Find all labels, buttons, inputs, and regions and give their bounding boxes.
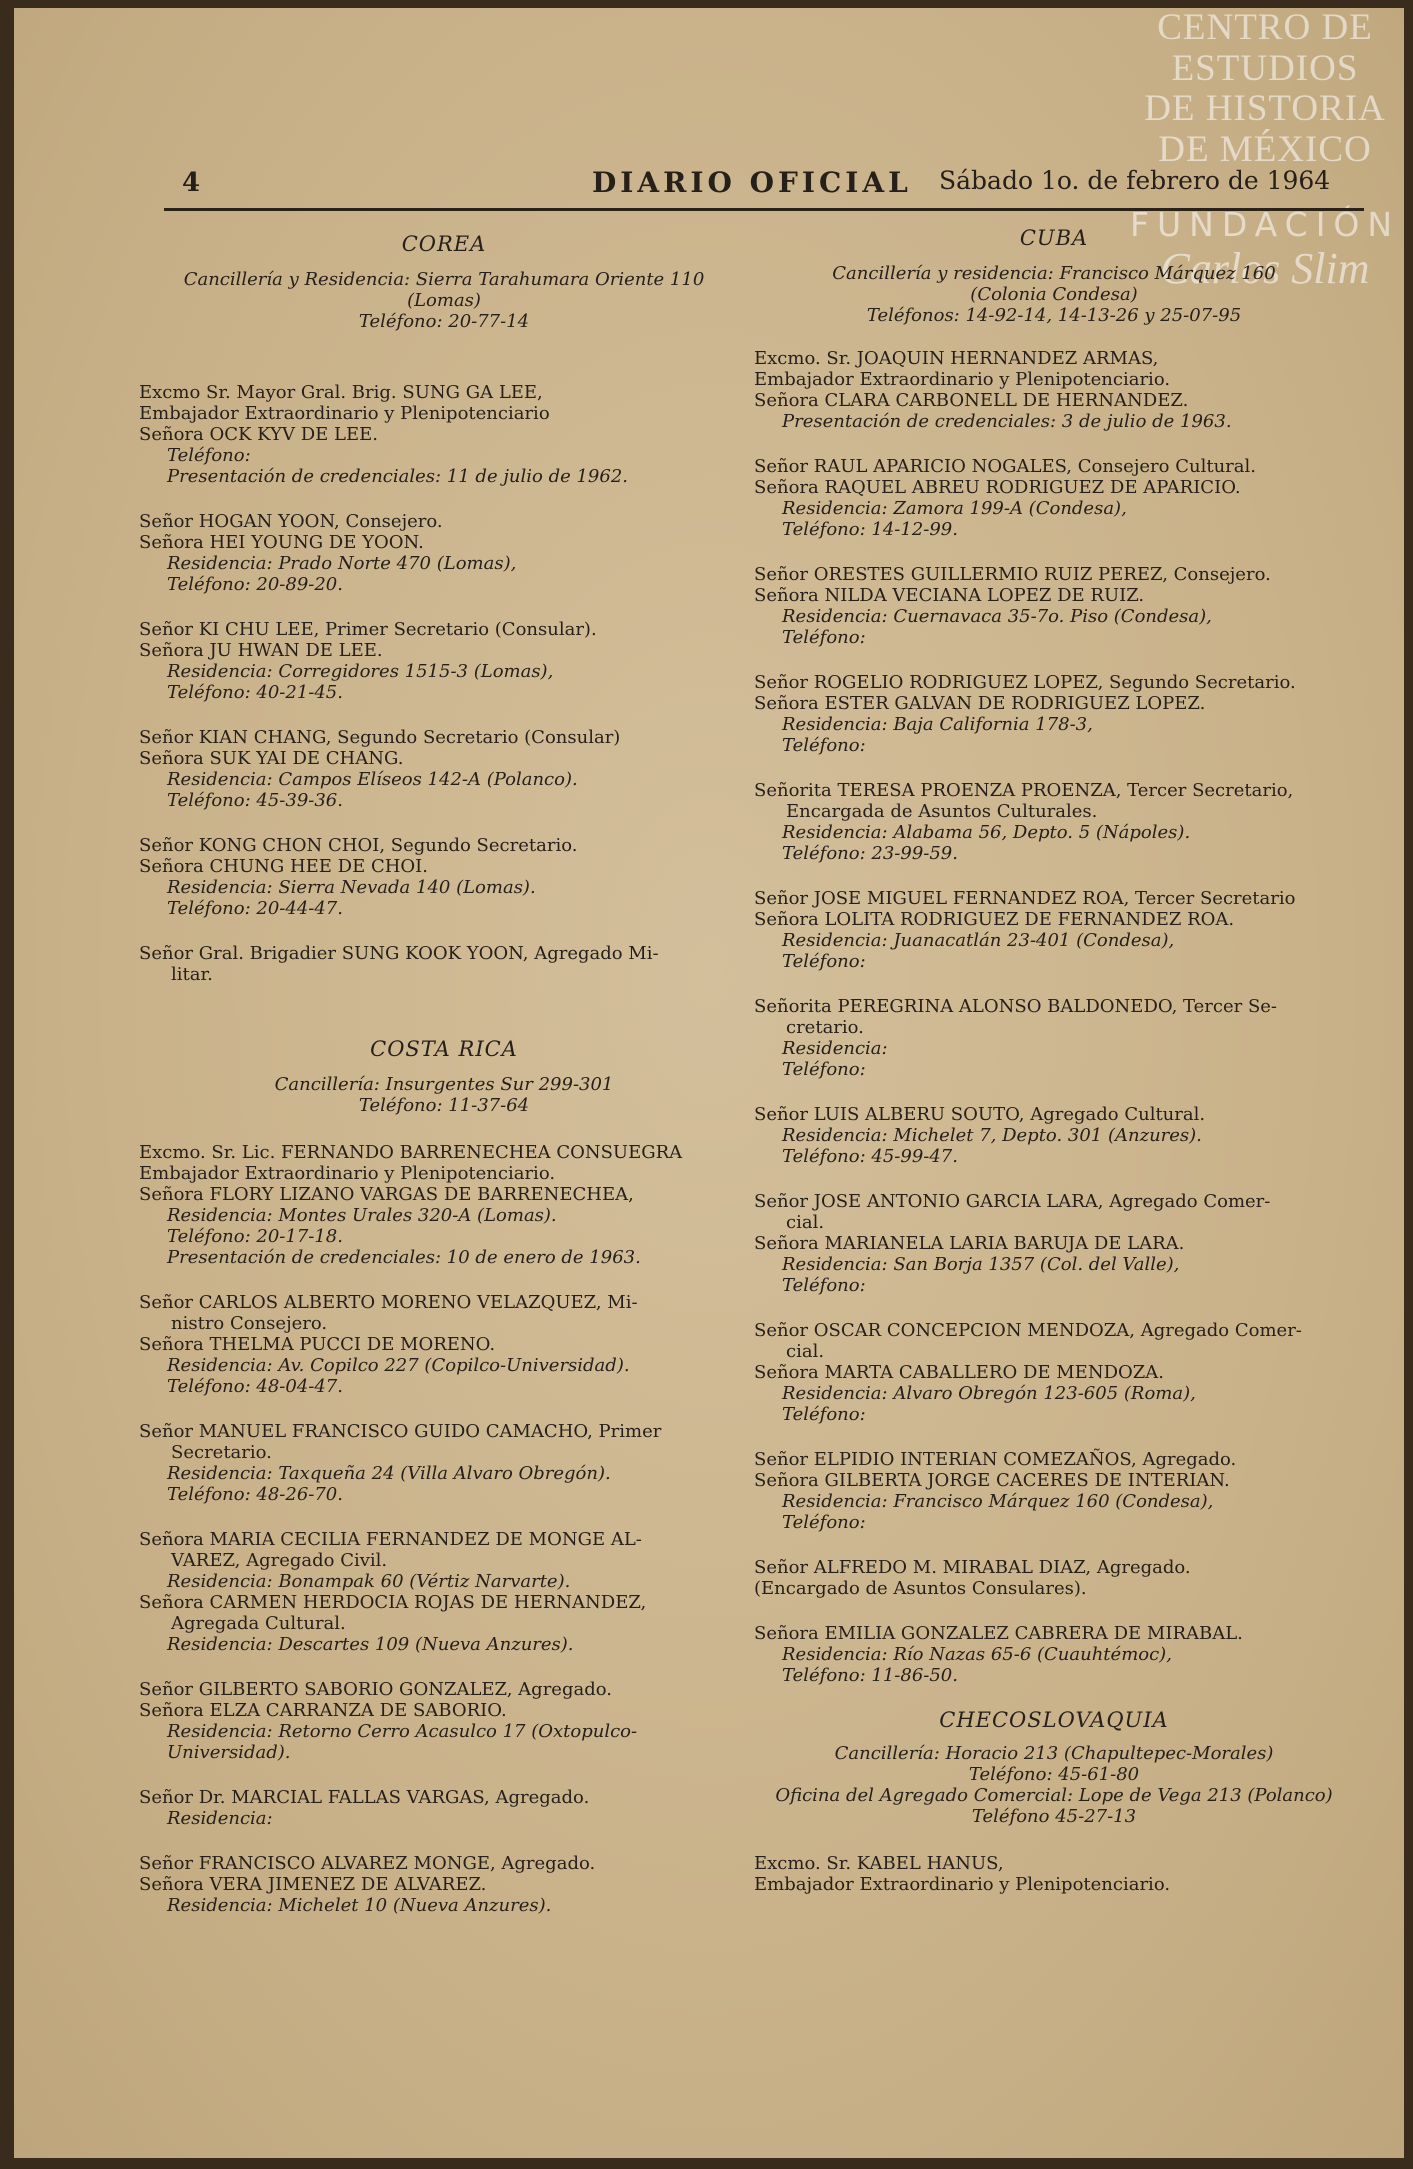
entry-detail: Presentación de credenciales: 3 de julio de 1963. xyxy=(782,411,1232,432)
address-line: (Lomas) xyxy=(407,290,481,311)
entry-continuation: VAREZ, Agregado Civil. xyxy=(171,1550,388,1571)
entry-line: Señor LUIS ALBERU SOUTO, Agregado Cultural. xyxy=(754,1104,1206,1125)
entry-line: Señora CLARA CARBONELL DE HERNANDEZ. xyxy=(754,390,1189,411)
entry-line: Señora RAQUEL ABREU RODRIGUEZ DE APARICIO. xyxy=(754,477,1241,498)
diplomat-entry xyxy=(139,1529,749,1655)
diplomat-entry xyxy=(754,1104,1354,1167)
country-heading: COREA xyxy=(401,232,487,256)
diplomat-entry xyxy=(139,943,749,985)
entry-line: Señor GILBERTO SABORIO GONZALEZ, Agregado. xyxy=(139,1679,612,1700)
chancery-address xyxy=(754,1743,1354,1827)
diplomat-entry xyxy=(139,835,749,919)
entry-line: Señor JOSE ANTONIO GARCIA LARA, Agregado Comer- xyxy=(754,1191,1271,1212)
entry-line: Señor Gral. Brigadier SUNG KOOK YOON, Agregado Mi- xyxy=(139,943,659,964)
diplomat-entry xyxy=(139,382,749,487)
entry-continuation: cial. xyxy=(786,1341,825,1362)
entry-detail: Teléfono: xyxy=(782,627,866,648)
right-column xyxy=(754,228,1354,1919)
diplomat-entry xyxy=(754,672,1354,756)
entry-line: Señorita PEREGRINA ALONSO BALDONEDO, Tercer Se- xyxy=(754,996,1278,1017)
country-heading: CUBA xyxy=(1019,226,1089,250)
entry-detail: Teléfono: 48-04-47. xyxy=(167,1376,343,1397)
watermark-fundacion: FUNDACIÓN xyxy=(1130,204,1401,244)
entry-line: Señor JOSE MIGUEL FERNANDEZ ROA, Tercer Secretario xyxy=(754,888,1296,909)
chancery-address xyxy=(139,269,749,332)
entry-detail: Residencia: Corregidores 1515-3 (Lomas), xyxy=(167,661,554,682)
diplomat-entry xyxy=(139,619,749,703)
entry-line: Señora VERA JIMENEZ DE ALVAREZ. xyxy=(139,1874,487,1895)
entry-detail: Teléfono: xyxy=(782,1059,866,1080)
diplomat-entry xyxy=(754,780,1354,864)
entry-detail: Residencia: Bonampak 60 (Vértiz Narvarte). xyxy=(167,1571,571,1592)
entry-continuation: cial. xyxy=(786,1212,825,1233)
entry-line: Señora CHUNG HEE DE CHOI. xyxy=(139,856,429,877)
entry-continuation: nistro Consejero. xyxy=(171,1313,328,1334)
address-line: Teléfono: 20-77-14 xyxy=(358,311,530,332)
entry-detail: Teléfono: 45-39-36. xyxy=(167,790,343,811)
address-line: Oficina del Agregado Comercial: Lope de Vega 213 (Polanco) xyxy=(775,1785,1333,1806)
entry-detail: Teléfono: xyxy=(782,735,866,756)
newspaper-name: DIARIO OFICIAL xyxy=(592,166,912,199)
entry-detail: Residencia: Zamora 199-A (Condesa), xyxy=(782,498,1127,519)
entry-continuation: litar. xyxy=(171,964,213,985)
address-line: Teléfonos: 14-92-14, 14-13-26 y 25-07-95 xyxy=(866,305,1242,326)
entry-line: Señor KONG CHON CHOI, Segundo Secretario. xyxy=(139,835,578,856)
entry-detail: Residencia: Baja California 178-3, xyxy=(782,714,1093,735)
watermark-line: CENTRO DE xyxy=(1157,8,1373,48)
entry-detail: Teléfono: xyxy=(782,951,866,972)
section-costa-rica xyxy=(139,1039,749,1916)
entry-detail: Teléfono: xyxy=(782,1275,866,1296)
diplomat-entry xyxy=(139,1787,749,1829)
entry-detail: Residencia: Sierra Nevada 140 (Lomas). xyxy=(167,877,536,898)
entry-detail: Teléfono: xyxy=(167,445,251,466)
diplomat-entry xyxy=(754,456,1354,540)
address-line: Teléfono 45-27-13 xyxy=(971,1806,1137,1827)
entry-line: Embajador Extraordinario y Plenipotenciario. xyxy=(139,1163,556,1184)
entry-line: Señor MANUEL FRANCISCO GUIDO CAMACHO, Primer xyxy=(139,1421,662,1442)
diplomat-entry xyxy=(754,1449,1354,1533)
entry-detail: Residencia: Francisco Márquez 160 (Condesa), xyxy=(782,1491,1214,1512)
entry-line: Excmo. Sr. JOAQUIN HERNANDEZ ARMAS, xyxy=(754,348,1159,369)
entry-detail: Residencia: Michelet 7, Depto. 301 (Anzures). xyxy=(782,1125,1202,1146)
entry-line: Señor FRANCISCO ALVAREZ MONGE, Agregado. xyxy=(139,1853,596,1874)
entry-detail: Residencia: Montes Urales 320-A (Lomas). xyxy=(167,1205,557,1226)
diplomat-entry xyxy=(754,996,1354,1080)
entry-detail: Teléfono: 20-44-47. xyxy=(167,898,343,919)
diplomat-entry xyxy=(139,1679,749,1763)
address-line: Cancillería y residencia: Francisco Márquez 160 xyxy=(832,263,1276,284)
entry-line: Señor ALFREDO M. MIRABAL DIAZ, Agregado. xyxy=(754,1557,1191,1578)
entry-line: Señora MARIANELA LARIA BARUJA DE LARA. xyxy=(754,1233,1185,1254)
entry-detail: Residencia: Descartes 109 (Nueva Anzures). xyxy=(167,1634,574,1655)
address-line: (Colonia Condesa) xyxy=(970,284,1138,305)
entry-line: Señora CARMEN HERDOCIA ROJAS DE HERNANDEZ, xyxy=(139,1592,647,1613)
watermark-signature: Carlos Slim xyxy=(1160,244,1370,294)
entry-detail: Teléfono: 14-12-99. xyxy=(782,519,958,540)
entry-continuation: Agregada Cultural. xyxy=(171,1613,346,1634)
entry-line: Señor Dr. MARCIAL FALLAS VARGAS, Agregado. xyxy=(139,1787,590,1808)
diplomat-entry xyxy=(754,1623,1354,1686)
entry-line: Señora LOLITA RODRIGUEZ DE FERNANDEZ ROA. xyxy=(754,909,1235,930)
entry-detail: Teléfono: 40-21-45. xyxy=(167,682,343,703)
diplomat-entry xyxy=(139,511,749,595)
entry-line: Excmo Sr. Mayor Gral. Brig. SUNG GA LEE, xyxy=(139,382,543,403)
entry-detail: Residencia: Prado Norte 470 (Lomas), xyxy=(167,553,517,574)
entry-detail: Teléfono: 11-86-50. xyxy=(782,1665,958,1686)
entry-line: Señora OCK KYV DE LEE. xyxy=(139,424,378,445)
entry-detail: Residencia: Río Nazas 65-6 (Cuauhtémoc), xyxy=(782,1644,1172,1665)
entry-detail: Teléfono: 48-26-70. xyxy=(167,1484,343,1505)
entry-line: Señor ORESTES GUILLERMIO RUIZ PEREZ, Consejero. xyxy=(754,564,1271,585)
entry-detail: Teléfono: 20-89-20. xyxy=(167,574,343,595)
address-line: Cancillería: Insurgentes Sur 299-301 xyxy=(274,1074,614,1095)
entry-line: Señor RAUL APARICIO NOGALES, Consejero Cultural. xyxy=(754,456,1256,477)
entry-detail: Presentación de credenciales: 10 de enero de 1963. xyxy=(167,1247,641,1268)
entry-line: Señora EMILIA GONZALEZ CABRERA DE MIRABAL. xyxy=(754,1623,1243,1644)
entry-detail: Residencia: Alvaro Obregón 123-605 (Roma), xyxy=(782,1383,1196,1404)
entry-detail: Residencia: Michelet 10 (Nueva Anzures). xyxy=(167,1895,552,1916)
entry-detail: Residencia: xyxy=(782,1038,888,1059)
entry-detail: Residencia: Av. Copilco 227 (Copilco-Universidad). xyxy=(167,1355,630,1376)
entry-detail: Residencia: Taxqueña 24 (Villa Alvaro Obregón). xyxy=(167,1463,611,1484)
entry-line: Señor CARLOS ALBERTO MORENO VELAZQUEZ, Mi- xyxy=(139,1292,638,1313)
country-heading: CHECOSLOVAQUIA xyxy=(939,1708,1169,1732)
entry-line: Señora ELZA CARRANZA DE SABORIO. xyxy=(139,1700,507,1721)
address-line: Cancillería y Residencia: Sierra Tarahumara Oriente 110 xyxy=(183,269,705,290)
entry-detail: Presentación de credenciales: 11 de julio de 1962. xyxy=(167,466,629,487)
watermark-line: ESTUDIOS xyxy=(1171,47,1359,89)
entry-detail: Teléfono: 23-99-59. xyxy=(782,843,958,864)
entry-line: Señora ESTER GALVAN DE RODRIGUEZ LOPEZ. xyxy=(754,693,1206,714)
entry-line: Señora MARTA CABALLERO DE MENDOZA. xyxy=(754,1362,1164,1383)
entry-line: Señor ROGELIO RODRIGUEZ LOPEZ, Segundo Secretario. xyxy=(754,672,1296,693)
watermark-line: DE MÉXICO xyxy=(1158,129,1372,171)
diplomat-entry xyxy=(139,727,749,811)
issue-date: Sábado 1o. de febrero de 1964 xyxy=(939,166,1331,195)
entry-continuation: Secretario. xyxy=(171,1442,272,1463)
section-cuba xyxy=(754,228,1354,1686)
entry-line: Excmo. Sr. KABEL HANUS, xyxy=(754,1853,1004,1874)
left-column xyxy=(139,228,749,1940)
entry-detail: Residencia: Retorno Cerro Acasulco 17 (Oxtopulco- xyxy=(167,1721,638,1742)
diplomat-entry xyxy=(754,888,1354,972)
entry-line: Señora HEI YOUNG DE YOON. xyxy=(139,532,424,553)
entry-line: Señor KIAN CHANG, Segundo Secretario (Consular) xyxy=(139,727,621,748)
entry-detail: Residencia: San Borja 1357 (Col. del Valle), xyxy=(782,1254,1180,1275)
entry-line: Señora FLORY LIZANO VARGAS DE BARRENECHEA, xyxy=(139,1184,634,1205)
diplomat-entry xyxy=(139,1853,749,1916)
entry-line: Señora GILBERTA JORGE CACERES DE INTERIAN. xyxy=(754,1470,1230,1491)
entry-line: Embajador Extraordinario y Plenipotenciario. xyxy=(754,369,1171,390)
entry-line: Señor HOGAN YOON, Consejero. xyxy=(139,511,443,532)
entry-line: Señora MARIA CECILIA FERNANDEZ DE MONGE AL- xyxy=(139,1529,642,1550)
page-header xyxy=(164,160,1364,211)
entry-line: Señor OSCAR CONCEPCION MENDOZA, Agregado Comer- xyxy=(754,1320,1302,1341)
address-line: Cancillería: Horacio 213 (Chapultepec-Morales) xyxy=(834,1743,1274,1764)
chancery-address xyxy=(139,1074,749,1116)
entry-line: Señora JU HWAN DE LEE. xyxy=(139,640,383,661)
entry-detail: Teléfono: xyxy=(782,1404,866,1425)
diplomat-entry xyxy=(754,1191,1354,1296)
entry-line: Señora NILDA VECIANA LOPEZ DE RUIZ. xyxy=(754,585,1145,606)
diplomat-entry xyxy=(754,1320,1354,1425)
entry-line: Excmo. Sr. Lic. FERNANDO BARRENECHEA CONSUEGRA xyxy=(139,1142,683,1163)
entry-line: Señora THELMA PUCCI DE MORENO. xyxy=(139,1334,496,1355)
address-line: Teléfono: 45-61-80 xyxy=(968,1764,1140,1785)
diplomat-entry xyxy=(754,1557,1354,1599)
chancery-address xyxy=(754,263,1354,326)
page-number: 4 xyxy=(182,168,201,198)
entry-line: Señora SUK YAI DE CHANG. xyxy=(139,748,404,769)
country-heading: COSTA RICA xyxy=(370,1037,518,1061)
entry-detail: Residencia: Campos Elíseos 142-A (Polanco). xyxy=(167,769,578,790)
diplomat-entry xyxy=(754,564,1354,648)
entry-line: Embajador Extraordinario y Plenipotenciario xyxy=(139,403,550,424)
entry-detail: Universidad). xyxy=(167,1742,291,1763)
diplomat-entry xyxy=(139,1292,749,1397)
section-corea xyxy=(139,234,749,985)
entry-line: Señor ELPIDIO INTERIAN COMEZAÑOS, Agregado. xyxy=(754,1449,1237,1470)
watermark-line: DE HISTORIA xyxy=(1144,88,1386,130)
entry-detail: Teléfono: 45-99-47. xyxy=(782,1146,958,1167)
diplomat-entry xyxy=(754,1853,1354,1895)
diplomat-entry xyxy=(754,348,1354,432)
newspaper-page xyxy=(14,8,1404,2158)
entry-continuation: cretario. xyxy=(786,1017,864,1038)
entry-detail: Residencia: Cuernavaca 35-7o. Piso (Condesa), xyxy=(782,606,1212,627)
entry-detail: Residencia: Alabama 56, Depto. 5 (Nápoles). xyxy=(782,822,1191,843)
entry-line: Señor KI CHU LEE, Primer Secretario (Consular). xyxy=(139,619,597,640)
entry-line: Señorita TERESA PROENZA PROENZA, Tercer Secretario, xyxy=(754,780,1294,801)
diplomat-entry xyxy=(139,1421,749,1505)
entry-detail: Residencia: Juanacatlán 23-401 (Condesa), xyxy=(782,930,1175,951)
entry-line: Embajador Extraordinario y Plenipotenciario. xyxy=(754,1874,1171,1895)
entry-detail: Teléfono: 20-17-18. xyxy=(167,1226,343,1247)
entry-continuation: Encargada de Asuntos Culturales. xyxy=(786,801,1098,822)
diplomat-entry xyxy=(139,1142,749,1268)
entry-detail: Residencia: xyxy=(167,1808,273,1829)
entry-line: (Encargado de Asuntos Consulares). xyxy=(754,1578,1087,1599)
section-checoslovaquia xyxy=(754,1710,1354,1895)
entry-detail: Teléfono: xyxy=(782,1512,866,1533)
address-line: Teléfono: 11-37-64 xyxy=(358,1095,530,1116)
